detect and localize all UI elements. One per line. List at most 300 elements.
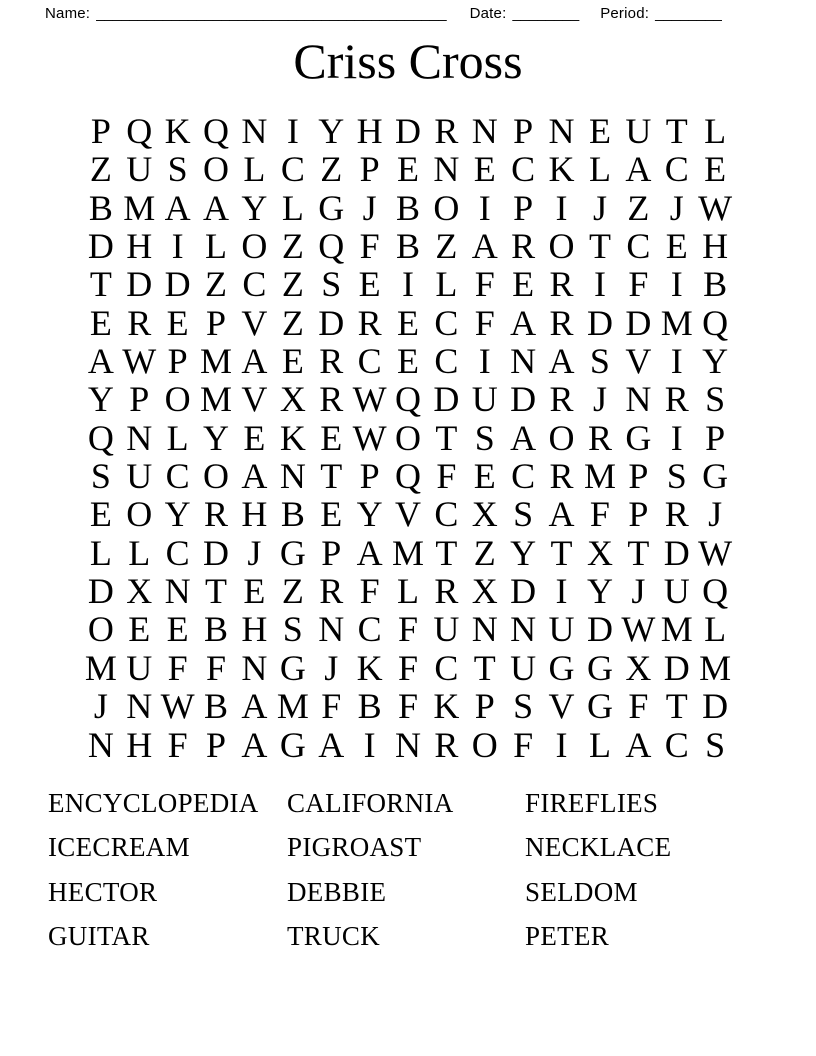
grid-cell[interactable]: N: [318, 609, 345, 650]
grid-cell[interactable]: Z: [435, 226, 458, 267]
grid-cell[interactable]: R: [127, 302, 152, 343]
grid-cell[interactable]: A: [241, 341, 268, 382]
grid-cell[interactable]: F: [397, 609, 418, 650]
grid-cell[interactable]: E: [320, 417, 343, 458]
grid-cell[interactable]: S: [705, 379, 726, 420]
grid-cell[interactable]: N: [87, 724, 114, 765]
grid-cell[interactable]: C: [242, 264, 267, 305]
grid-cell[interactable]: Z: [281, 264, 304, 305]
grid-cell[interactable]: D: [625, 302, 652, 343]
grid-cell[interactable]: F: [628, 686, 649, 727]
grid-cell[interactable]: D: [126, 264, 153, 305]
grid-cell[interactable]: T: [435, 417, 458, 458]
grid-cell[interactable]: W: [698, 532, 733, 573]
grid-cell[interactable]: I: [555, 724, 568, 765]
word-bank-item[interactable]: ICECREAM: [48, 832, 190, 863]
grid-cell[interactable]: I: [555, 571, 568, 612]
grid-cell[interactable]: N: [471, 111, 498, 151]
grid-cell[interactable]: X: [471, 494, 498, 535]
grid-cell[interactable]: F: [474, 264, 495, 305]
grid-cell[interactable]: M: [276, 686, 309, 727]
grid-cell[interactable]: P: [90, 111, 111, 151]
grid-cell[interactable]: Y: [702, 341, 729, 382]
grid-cell[interactable]: D: [663, 532, 690, 573]
grid-cell[interactable]: O: [548, 226, 575, 267]
grid-cell[interactable]: G: [702, 456, 729, 497]
grid-cell[interactable]: N: [241, 647, 268, 688]
grid-cell[interactable]: B: [88, 187, 113, 228]
grid-cell[interactable]: Z: [281, 226, 304, 267]
grid-cell[interactable]: V: [241, 302, 268, 343]
grid-cell[interactable]: E: [89, 302, 112, 343]
grid-cell[interactable]: Y: [318, 111, 345, 151]
grid-cell[interactable]: M: [391, 532, 424, 573]
grid-cell[interactable]: J: [324, 647, 339, 688]
grid-cell[interactable]: P: [359, 456, 380, 497]
period-blank-field[interactable]: ________: [655, 5, 722, 22]
grid-cell[interactable]: P: [206, 724, 227, 765]
grid-cell[interactable]: N: [510, 609, 537, 650]
grid-cell[interactable]: C: [511, 149, 536, 190]
grid-cell[interactable]: D: [87, 571, 114, 612]
grid-cell[interactable]: V: [394, 494, 421, 535]
grid-cell[interactable]: T: [435, 532, 458, 573]
grid-cell[interactable]: T: [473, 647, 496, 688]
grid-cell[interactable]: X: [625, 647, 652, 688]
grid-cell[interactable]: U: [126, 149, 153, 190]
grid-cell[interactable]: F: [397, 686, 418, 727]
grid-cell[interactable]: T: [205, 571, 228, 612]
grid-cell[interactable]: X: [586, 532, 613, 573]
grid-cell[interactable]: D: [663, 647, 690, 688]
grid-cell[interactable]: M: [699, 647, 732, 688]
grid-cell[interactable]: D: [318, 302, 345, 343]
grid-cell[interactable]: R: [549, 264, 574, 305]
grid-cell[interactable]: E: [166, 302, 189, 343]
grid-cell[interactable]: T: [665, 111, 688, 151]
grid-cell[interactable]: W: [352, 417, 387, 458]
grid-cell[interactable]: P: [129, 379, 150, 420]
grid-cell[interactable]: N: [433, 149, 460, 190]
grid-cell[interactable]: E: [396, 302, 419, 343]
grid-cell[interactable]: E: [396, 341, 419, 382]
grid-cell[interactable]: I: [593, 264, 606, 305]
grid-cell[interactable]: A: [241, 456, 268, 497]
grid-cell[interactable]: C: [434, 494, 459, 535]
grid-cell[interactable]: U: [625, 111, 652, 151]
grid-cell[interactable]: I: [363, 724, 376, 765]
grid-cell[interactable]: E: [89, 494, 112, 535]
grid-cell[interactable]: S: [90, 456, 111, 497]
grid-cell[interactable]: N: [510, 341, 537, 382]
grid-cell[interactable]: K: [164, 111, 191, 151]
grid-cell[interactable]: Z: [281, 302, 304, 343]
grid-cell[interactable]: J: [247, 532, 262, 573]
grid-cell[interactable]: Y: [164, 494, 191, 535]
grid-cell[interactable]: A: [510, 302, 537, 343]
grid-cell[interactable]: O: [164, 379, 191, 420]
grid-cell[interactable]: B: [395, 187, 420, 228]
grid-cell[interactable]: T: [550, 532, 573, 573]
grid-cell[interactable]: M: [200, 379, 233, 420]
grid-cell[interactable]: R: [549, 379, 574, 420]
grid-cell[interactable]: H: [126, 226, 153, 267]
grid-cell[interactable]: E: [512, 264, 535, 305]
grid-cell[interactable]: P: [321, 532, 342, 573]
grid-cell[interactable]: C: [165, 456, 190, 497]
grid-cell[interactable]: A: [318, 724, 345, 765]
grid-cell[interactable]: P: [628, 494, 649, 535]
grid-cell[interactable]: D: [164, 264, 191, 305]
grid-cell[interactable]: J: [708, 494, 723, 535]
word-bank-item[interactable]: FIREFLIES: [525, 787, 659, 818]
grid-cell[interactable]: Q: [87, 417, 114, 458]
grid-cell[interactable]: E: [473, 456, 496, 497]
grid-cell[interactable]: T: [89, 264, 112, 305]
grid-cell[interactable]: I: [171, 226, 184, 267]
grid-cell[interactable]: S: [513, 686, 534, 727]
grid-cell[interactable]: N: [126, 417, 153, 458]
grid-cell[interactable]: P: [474, 686, 495, 727]
grid-cell[interactable]: P: [513, 111, 534, 151]
grid-cell[interactable]: M: [660, 609, 693, 650]
grid-cell[interactable]: G: [279, 532, 306, 573]
grid-cell[interactable]: U: [126, 456, 153, 497]
grid-cell[interactable]: R: [319, 571, 344, 612]
grid-cell[interactable]: I: [286, 111, 299, 151]
grid-cell[interactable]: B: [204, 686, 229, 727]
grid-cell[interactable]: S: [513, 494, 534, 535]
grid-cell[interactable]: Y: [87, 379, 114, 420]
grid-cell[interactable]: B: [395, 226, 420, 267]
grid-cell[interactable]: M: [200, 341, 233, 382]
grid-cell[interactable]: S: [705, 724, 726, 765]
grid-cell[interactable]: B: [357, 686, 382, 727]
grid-cell[interactable]: F: [628, 264, 649, 305]
grid-cell[interactable]: U: [471, 379, 498, 420]
name-blank-field[interactable]: __________________________________________: [96, 5, 447, 22]
grid-cell[interactable]: O: [394, 417, 421, 458]
grid-cell[interactable]: J: [93, 686, 108, 727]
grid-cell[interactable]: N: [126, 686, 153, 727]
grid-cell[interactable]: S: [321, 264, 342, 305]
grid-cell[interactable]: Z: [205, 264, 228, 305]
grid-cell[interactable]: P: [359, 149, 380, 190]
grid-cell[interactable]: I: [478, 341, 491, 382]
grid-cell[interactable]: H: [356, 111, 383, 151]
grid-cell[interactable]: D: [87, 226, 114, 267]
grid-cell[interactable]: V: [625, 341, 652, 382]
grid-cell[interactable]: L: [166, 417, 189, 458]
grid-cell[interactable]: K: [279, 417, 306, 458]
grid-cell[interactable]: C: [626, 226, 651, 267]
grid-cell[interactable]: X: [471, 571, 498, 612]
grid-cell[interactable]: R: [664, 494, 689, 535]
grid-cell[interactable]: M: [84, 647, 117, 688]
grid-cell[interactable]: C: [434, 302, 459, 343]
grid-cell[interactable]: A: [203, 187, 230, 228]
grid-cell[interactable]: G: [279, 724, 306, 765]
grid-cell[interactable]: R: [549, 302, 574, 343]
grid-cell[interactable]: Z: [320, 149, 343, 190]
grid-cell[interactable]: O: [203, 456, 230, 497]
grid-cell[interactable]: L: [128, 532, 151, 573]
grid-cell[interactable]: D: [586, 609, 613, 650]
grid-cell[interactable]: R: [319, 379, 344, 420]
grid-cell[interactable]: R: [587, 417, 612, 458]
grid-cell[interactable]: R: [434, 724, 459, 765]
grid-cell[interactable]: R: [319, 341, 344, 382]
word-bank-item[interactable]: PETER: [525, 921, 610, 952]
grid-cell[interactable]: G: [279, 647, 306, 688]
grid-cell[interactable]: C: [165, 532, 190, 573]
grid-cell[interactable]: N: [279, 456, 306, 497]
grid-cell[interactable]: O: [433, 187, 460, 228]
grid-cell[interactable]: M: [123, 187, 156, 228]
grid-cell[interactable]: F: [397, 647, 418, 688]
grid-cell[interactable]: C: [357, 609, 382, 650]
grid-cell[interactable]: R: [664, 379, 689, 420]
grid-cell[interactable]: S: [666, 456, 687, 497]
grid-cell[interactable]: X: [126, 571, 153, 612]
grid-cell[interactable]: W: [352, 379, 387, 420]
grid-cell[interactable]: I: [478, 187, 491, 228]
grid-cell[interactable]: P: [705, 417, 726, 458]
grid-cell[interactable]: R: [357, 302, 382, 343]
grid-cell[interactable]: B: [204, 609, 229, 650]
grid-cell[interactable]: R: [434, 571, 459, 612]
word-bank-item[interactable]: NECKLACE: [525, 832, 672, 863]
grid-cell[interactable]: L: [89, 532, 112, 573]
grid-cell[interactable]: H: [241, 609, 268, 650]
grid-cell[interactable]: L: [205, 226, 228, 267]
grid-cell[interactable]: P: [206, 302, 227, 343]
grid-cell[interactable]: F: [167, 647, 188, 688]
grid-cell[interactable]: A: [356, 532, 383, 573]
grid-cell[interactable]: E: [704, 149, 727, 190]
grid-cell[interactable]: H: [702, 226, 729, 267]
grid-cell[interactable]: C: [664, 724, 689, 765]
grid-cell[interactable]: G: [586, 647, 613, 688]
grid-cell[interactable]: F: [436, 456, 457, 497]
grid-cell[interactable]: S: [167, 149, 188, 190]
grid-cell[interactable]: L: [588, 149, 611, 190]
grid-cell[interactable]: I: [670, 264, 683, 305]
grid-cell[interactable]: Z: [281, 571, 304, 612]
grid-cell[interactable]: L: [704, 111, 727, 151]
grid-cell[interactable]: O: [203, 149, 230, 190]
grid-cell[interactable]: S: [474, 417, 495, 458]
word-bank-item[interactable]: SELDOM: [525, 876, 638, 907]
grid-cell[interactable]: F: [359, 226, 380, 267]
grid-cell[interactable]: E: [166, 609, 189, 650]
grid-cell[interactable]: L: [704, 609, 727, 650]
grid-cell[interactable]: R: [549, 456, 574, 497]
grid-cell[interactable]: L: [588, 724, 611, 765]
grid-cell[interactable]: F: [589, 494, 610, 535]
grid-cell[interactable]: E: [358, 264, 381, 305]
grid-cell[interactable]: Y: [241, 187, 268, 228]
grid-cell[interactable]: U: [548, 609, 575, 650]
grid-cell[interactable]: D: [433, 379, 460, 420]
grid-cell[interactable]: D: [394, 111, 421, 151]
grid-cell[interactable]: S: [282, 609, 303, 650]
grid-cell[interactable]: P: [628, 456, 649, 497]
grid-cell[interactable]: E: [396, 149, 419, 190]
grid-cell[interactable]: A: [548, 341, 575, 382]
grid-cell[interactable]: F: [359, 571, 380, 612]
grid-cell[interactable]: U: [126, 647, 153, 688]
word-bank-item[interactable]: ENCYCLOPEDIA: [48, 787, 259, 818]
grid-cell[interactable]: U: [663, 571, 690, 612]
grid-cell[interactable]: E: [243, 571, 266, 612]
grid-cell[interactable]: L: [243, 149, 266, 190]
grid-cell[interactable]: N: [241, 111, 268, 151]
grid-cell[interactable]: V: [548, 686, 575, 727]
grid-cell[interactable]: J: [592, 379, 607, 420]
grid-cell[interactable]: K: [548, 149, 575, 190]
grid-cell[interactable]: Y: [203, 417, 230, 458]
grid-cell[interactable]: D: [203, 532, 230, 573]
grid-cell[interactable]: G: [586, 686, 613, 727]
grid-cell[interactable]: W: [698, 187, 733, 228]
grid-cell[interactable]: R: [434, 111, 459, 151]
grid-cell[interactable]: Y: [356, 494, 383, 535]
grid-cell[interactable]: R: [511, 226, 536, 267]
grid-cell[interactable]: G: [548, 647, 575, 688]
grid-cell[interactable]: O: [126, 494, 153, 535]
word-bank-item[interactable]: GUITAR: [48, 921, 150, 952]
grid-cell[interactable]: E: [588, 111, 611, 151]
grid-cell[interactable]: L: [396, 571, 419, 612]
grid-cell[interactable]: C: [511, 456, 536, 497]
grid-cell[interactable]: C: [434, 341, 459, 382]
grid-cell[interactable]: R: [204, 494, 229, 535]
grid-cell[interactable]: Q: [203, 111, 230, 151]
grid-cell[interactable]: T: [320, 456, 343, 497]
grid-cell[interactable]: E: [665, 226, 688, 267]
grid-cell[interactable]: K: [356, 647, 383, 688]
grid-cell[interactable]: N: [394, 724, 421, 765]
grid-cell[interactable]: A: [510, 417, 537, 458]
grid-cell[interactable]: X: [279, 379, 306, 420]
grid-cell[interactable]: Q: [702, 571, 729, 612]
grid-cell[interactable]: N: [471, 609, 498, 650]
grid-cell[interactable]: H: [126, 724, 153, 765]
grid-cell[interactable]: M: [583, 456, 616, 497]
grid-cell[interactable]: D: [702, 686, 729, 727]
grid-cell[interactable]: J: [669, 187, 684, 228]
word-bank-item[interactable]: TRUCK: [287, 921, 381, 952]
grid-cell[interactable]: J: [592, 187, 607, 228]
grid-cell[interactable]: C: [357, 341, 382, 382]
grid-cell[interactable]: C: [434, 647, 459, 688]
word-bank-item[interactable]: PIGROAST: [287, 832, 422, 863]
word-bank-item[interactable]: DEBBIE: [287, 876, 387, 907]
grid-cell[interactable]: I: [670, 417, 683, 458]
grid-cell[interactable]: G: [625, 417, 652, 458]
grid-cell[interactable]: N: [625, 379, 652, 420]
word-bank-item[interactable]: CALIFORNIA: [287, 787, 454, 818]
grid-cell[interactable]: U: [433, 609, 460, 650]
grid-cell[interactable]: L: [281, 187, 304, 228]
grid-cell[interactable]: I: [555, 187, 568, 228]
grid-cell[interactable]: T: [665, 686, 688, 727]
grid-cell[interactable]: E: [281, 341, 304, 382]
grid-cell[interactable]: A: [241, 686, 268, 727]
grid-cell[interactable]: H: [241, 494, 268, 535]
grid-cell[interactable]: Q: [318, 226, 345, 267]
grid-cell[interactable]: O: [87, 609, 114, 650]
grid-cell[interactable]: K: [433, 686, 460, 727]
grid-cell[interactable]: I: [670, 341, 683, 382]
date-blank-field[interactable]: ________: [512, 5, 580, 22]
grid-cell[interactable]: W: [160, 686, 195, 727]
grid-cell[interactable]: D: [510, 571, 537, 612]
grid-cell[interactable]: G: [318, 187, 345, 228]
grid-cell[interactable]: A: [625, 149, 652, 190]
grid-cell[interactable]: E: [320, 494, 343, 535]
grid-cell[interactable]: T: [627, 532, 650, 573]
grid-cell[interactable]: W: [621, 609, 656, 650]
grid-cell[interactable]: D: [586, 302, 613, 343]
grid-cell[interactable]: D: [510, 379, 537, 420]
grid-cell[interactable]: Z: [473, 532, 496, 573]
grid-cell[interactable]: Z: [89, 149, 112, 190]
grid-cell[interactable]: N: [164, 571, 191, 612]
grid-cell[interactable]: E: [128, 609, 151, 650]
grid-cell[interactable]: J: [631, 571, 646, 612]
grid-cell[interactable]: Z: [627, 187, 650, 228]
grid-cell[interactable]: C: [280, 149, 305, 190]
grid-cell[interactable]: V: [241, 379, 268, 420]
grid-cell[interactable]: N: [548, 111, 575, 151]
grid-cell[interactable]: A: [87, 341, 114, 382]
grid-cell[interactable]: T: [588, 226, 611, 267]
grid-cell[interactable]: B: [280, 494, 305, 535]
grid-cell[interactable]: F: [321, 686, 342, 727]
grid-cell[interactable]: E: [473, 149, 496, 190]
grid-cell[interactable]: A: [471, 226, 498, 267]
grid-cell[interactable]: B: [703, 264, 728, 305]
grid-cell[interactable]: P: [167, 341, 188, 382]
grid-cell[interactable]: J: [362, 187, 377, 228]
grid-cell[interactable]: F: [206, 647, 227, 688]
grid-cell[interactable]: O: [548, 417, 575, 458]
grid-cell[interactable]: A: [625, 724, 652, 765]
grid-cell[interactable]: O: [471, 724, 498, 765]
grid-cell[interactable]: L: [435, 264, 458, 305]
grid-cell[interactable]: F: [474, 302, 495, 343]
grid-cell[interactable]: Q: [702, 302, 729, 343]
grid-cell[interactable]: F: [167, 724, 188, 765]
grid-cell[interactable]: A: [241, 724, 268, 765]
grid-cell[interactable]: S: [589, 341, 610, 382]
grid-cell[interactable]: C: [664, 149, 689, 190]
grid-cell[interactable]: Y: [510, 532, 537, 573]
grid-cell[interactable]: W: [122, 341, 157, 382]
grid-cell[interactable]: I: [401, 264, 414, 305]
word-bank-item[interactable]: HECTOR: [48, 876, 158, 907]
grid-cell[interactable]: E: [243, 417, 266, 458]
grid-cell[interactable]: M: [660, 302, 693, 343]
grid-cell[interactable]: A: [548, 494, 575, 535]
grid-cell[interactable]: U: [510, 647, 537, 688]
grid-cell[interactable]: Q: [394, 379, 421, 420]
grid-cell[interactable]: A: [164, 187, 191, 228]
grid-cell[interactable]: P: [513, 187, 534, 228]
grid-cell[interactable]: Q: [394, 456, 421, 497]
